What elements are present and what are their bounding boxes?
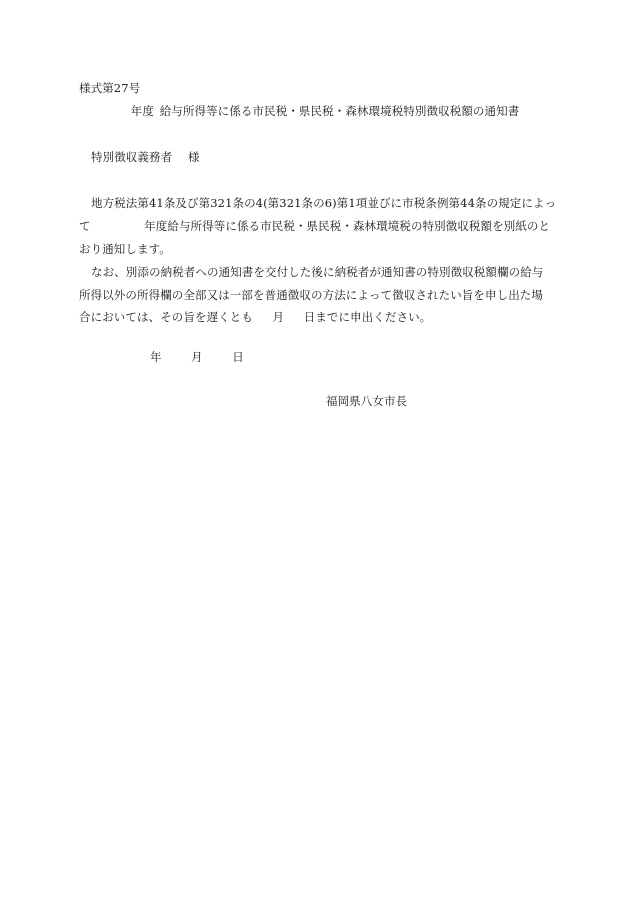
paragraph1-line3: おり通知します。 bbox=[79, 242, 171, 256]
document-title bbox=[79, 104, 519, 118]
date-year-label: 年 bbox=[150, 350, 162, 364]
form-number: 様式第27号 bbox=[79, 81, 141, 95]
paragraph2-line3-start: 合においては、その旨を遅くとも bbox=[79, 310, 253, 324]
paragraph2-line2: 所得以外の所得欄の全部又は一部を普通徴収の方法によって徴収されたい旨を申し出た場 bbox=[79, 288, 543, 302]
paragraph1-line2 bbox=[79, 219, 550, 233]
issue-date bbox=[150, 350, 244, 364]
paragraph2-line3 bbox=[79, 310, 431, 324]
paragraph2-line3-end: 日までに申出ください。 bbox=[303, 310, 432, 324]
issuer-name: 福岡県八女市長 bbox=[326, 394, 408, 408]
paragraph2-line1: なお、別添の納税者への通知書を交付した後に納税者が通知書の特別徴収税額欄の給与 bbox=[91, 265, 544, 279]
addressee-label: 特別徴収義務者 bbox=[91, 150, 173, 164]
date-day-label: 日 bbox=[232, 350, 244, 364]
addressee-line bbox=[91, 150, 200, 164]
addressee-honorific: 様 bbox=[187, 150, 200, 164]
paragraph1-line1: 地方税法第41条及び第321条の4(第321条の6)第1項並びに市税条例第44条の規定によっ bbox=[91, 196, 557, 210]
date-month-label: 月 bbox=[191, 350, 203, 364]
paragraph1-line2-start: て bbox=[79, 219, 91, 233]
deadline-month-label: 月 bbox=[272, 310, 285, 324]
title-text: 給与所得等に係る市民税・県民税・森林環境税特別徴収税額の通知書 bbox=[159, 104, 520, 118]
paragraph1-line2-rest: 年度給与所得等に係る市民税・県民税・森林環境税の特別徴収税額を別紙のと bbox=[144, 219, 551, 233]
title-year-suffix: 年度 bbox=[130, 104, 154, 118]
